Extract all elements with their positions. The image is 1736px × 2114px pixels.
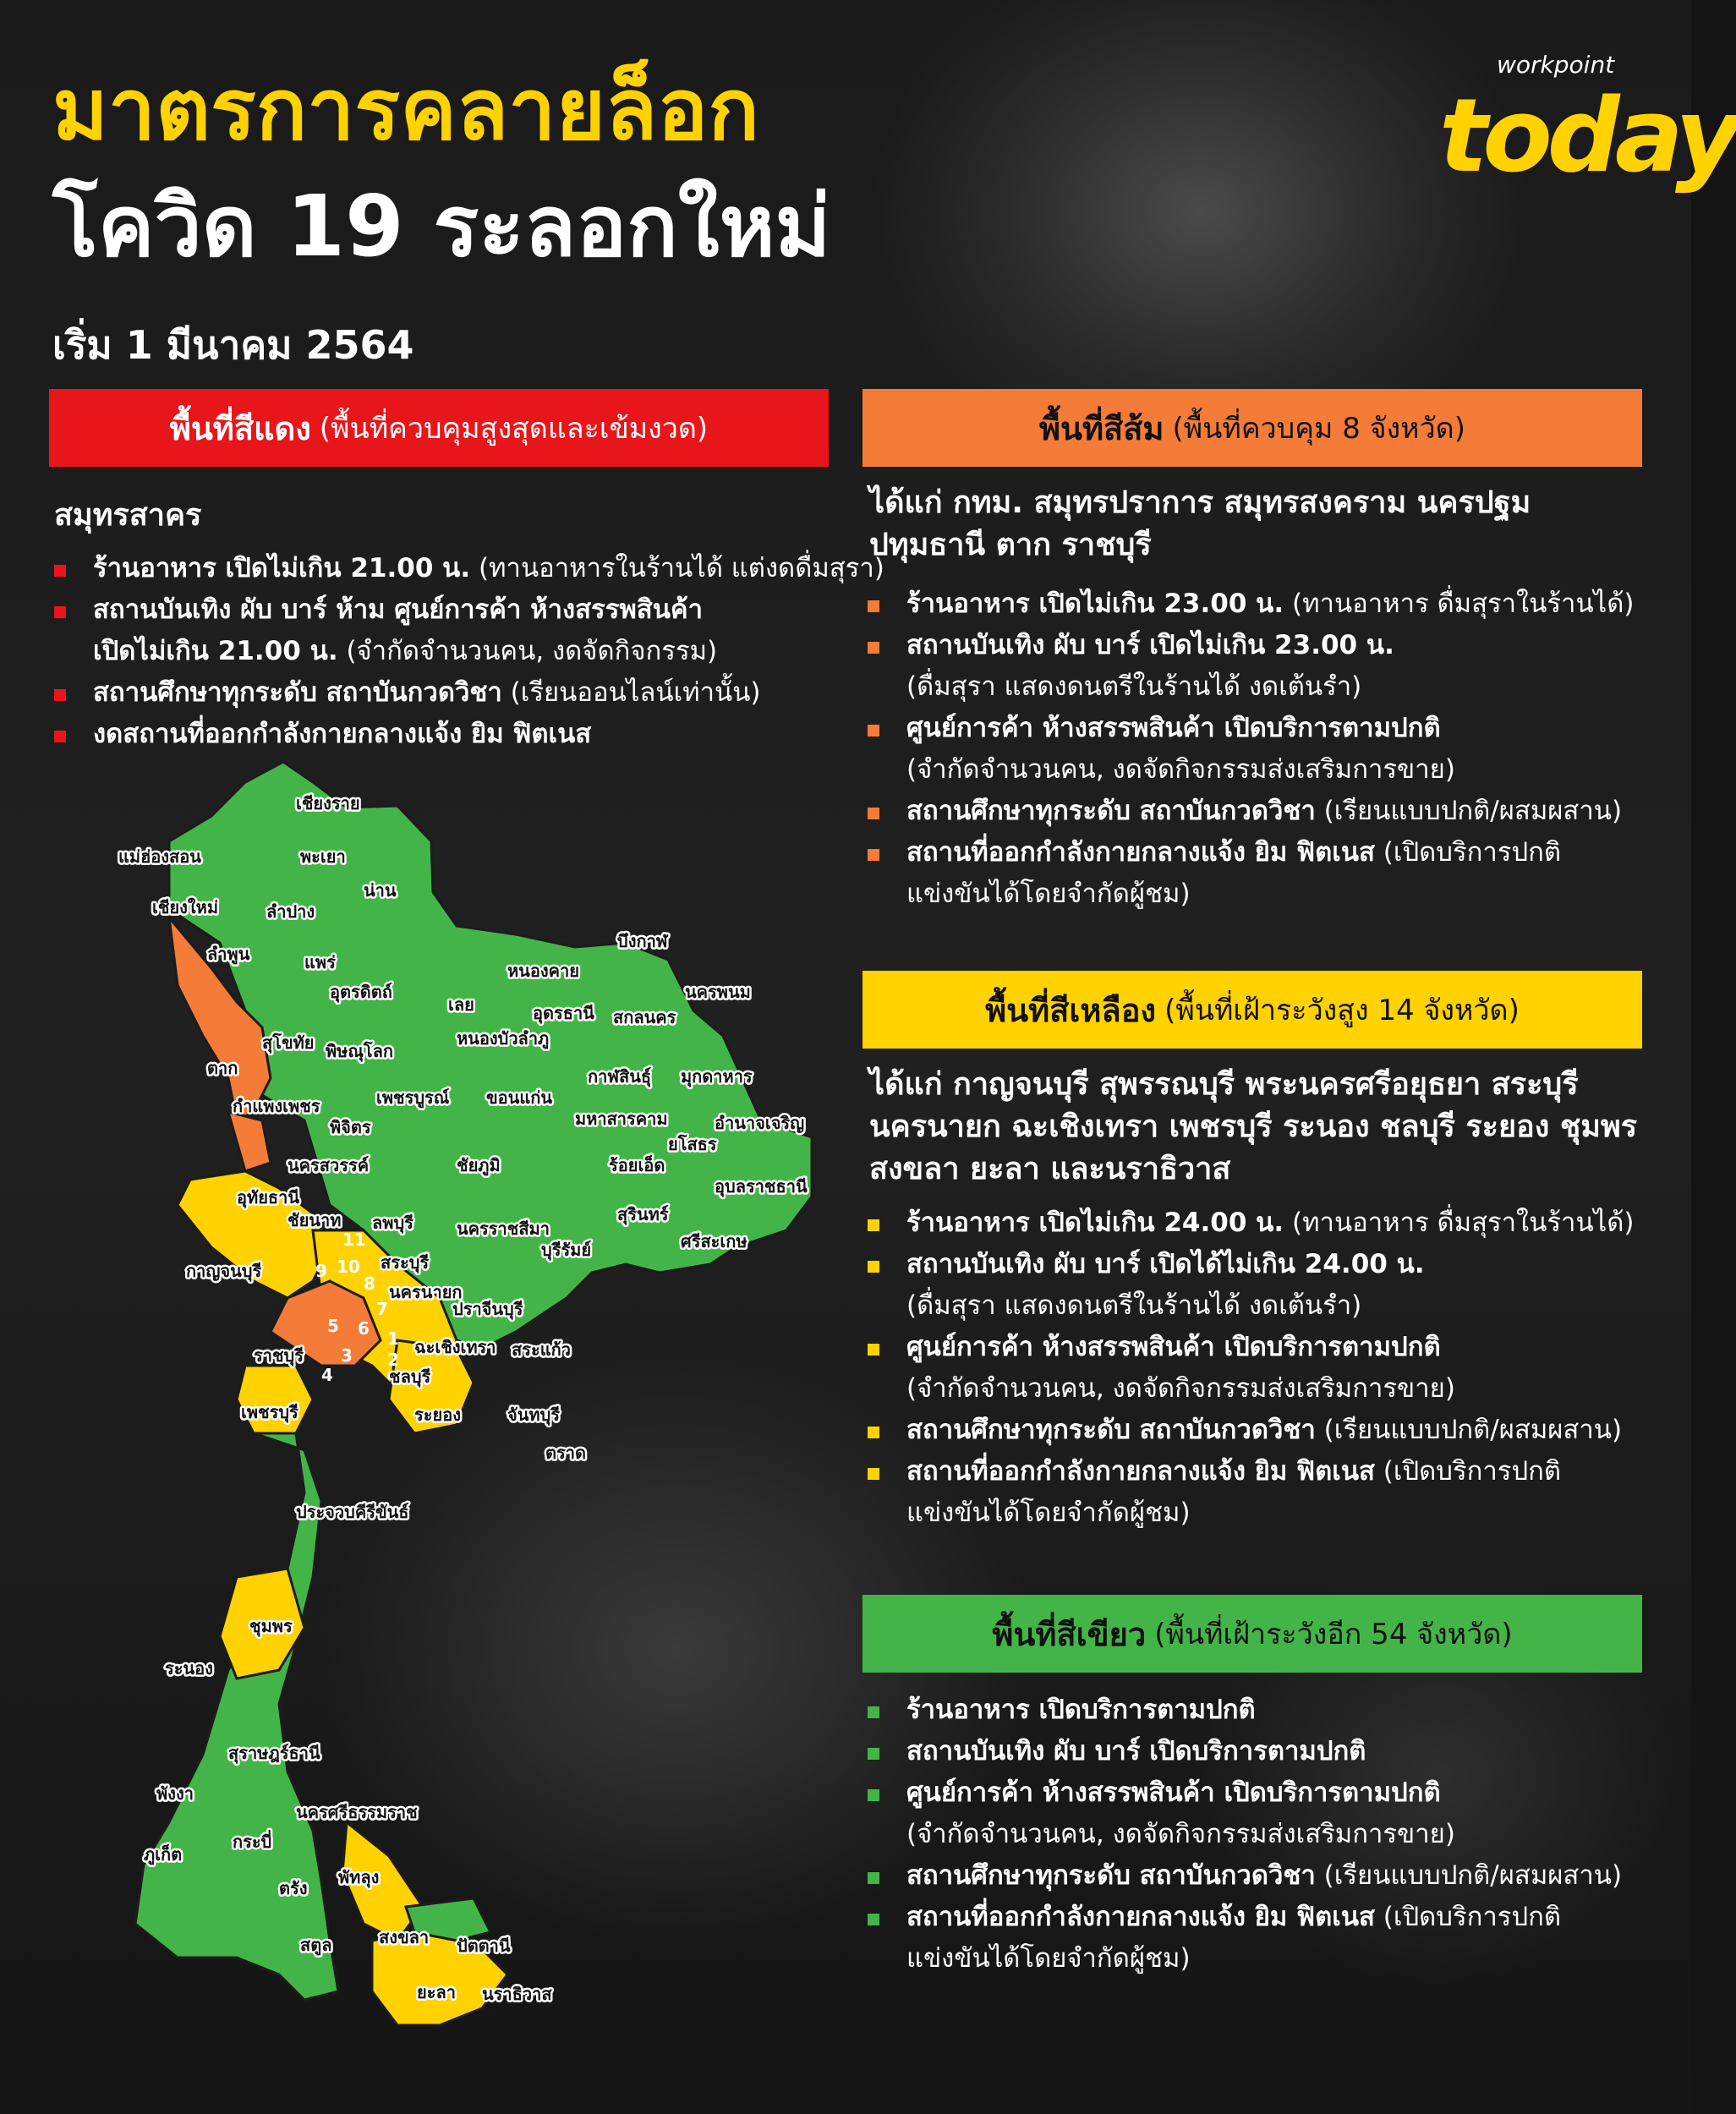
bullet-square-icon xyxy=(868,1427,879,1438)
bullet-square-icon xyxy=(868,1789,879,1801)
map-label: สตูล xyxy=(300,1935,332,1955)
map-label: จันทบุรี xyxy=(507,1405,561,1425)
map-label: กาฬสินธุ์ xyxy=(588,1066,652,1087)
map-label: ตราด xyxy=(545,1443,586,1463)
orange-zone-provinces xyxy=(869,482,1531,567)
map-label: ชัยภูมิ xyxy=(457,1155,501,1175)
map-label: สระแก้ว xyxy=(512,1339,571,1360)
orange-zone-rules xyxy=(864,583,1642,915)
green-zone-rules xyxy=(864,1690,1642,1980)
bullet-square-icon xyxy=(54,606,66,618)
map-label: สุราษฎร์ธานี xyxy=(228,1743,320,1763)
bullet-square-icon xyxy=(868,808,879,819)
bullet-square-icon xyxy=(868,1706,879,1718)
region-phetchaburi-yellow xyxy=(237,1366,313,1433)
map-number: 11 xyxy=(342,1230,366,1250)
map-label: อำนาจเจริญ xyxy=(715,1113,805,1133)
map-number: 2 xyxy=(387,1350,399,1370)
map-label: นครพนม xyxy=(685,982,751,1002)
map-label: เชียงราย xyxy=(296,793,360,813)
map-label: อุดรธานี xyxy=(533,1003,594,1023)
thailand-zone-map xyxy=(118,757,863,2042)
rule-item: สถานศึกษาทุกระดับ สถาบันกวดวิชา (เรียนแบบปกติ/ผสมผสาน) xyxy=(864,791,1642,832)
rule-item: ร้านอาหาร เปิดไม่เกิน 24.00 น. (ทานอาหาร ดื่มสุราในร้านได้) xyxy=(864,1202,1642,1244)
rule-item: สถานบันเทิง ผับ บาร์ ห้าม ศูนย์การค้า ห้างสรรพสินค้า xyxy=(51,589,829,631)
map-label: ตาก xyxy=(207,1058,238,1078)
bullet-square-icon xyxy=(868,725,879,737)
map-label: สระบุรี xyxy=(381,1252,430,1273)
rule-item: ร้านอาหาร เปิดไม่เกิน 21.00 น. (ทานอาหารในร้านได้ แต่งดดื่มสุรา) xyxy=(51,548,829,589)
logo-small-text: workpoint xyxy=(1497,51,1615,79)
map-label: บุรีรัมย์ xyxy=(541,1240,592,1260)
map-label: มุกดาหาร xyxy=(681,1066,753,1087)
map-label: อุทัยธานี xyxy=(237,1187,300,1208)
bullet-square-icon xyxy=(868,849,879,861)
map-label: แม่ฮ่องสอน xyxy=(118,846,201,867)
rule-item: ร้านอาหาร เปิดบริการตามปกติ xyxy=(864,1690,1642,1731)
red-zone-desc: (พื้นที่ควบคุมสูงสุดและเข้มงวด) xyxy=(319,412,709,446)
map-number: 10 xyxy=(337,1257,360,1277)
map-label: ฉะเชิงเทรา xyxy=(414,1337,496,1357)
bullet-square-icon xyxy=(868,1261,879,1273)
rule-item: สถานบันเทิง ผับ บาร์ เปิดได้ไม่เกิน 24.00 น. (ดื่มสุรา แสดงดนตรีในร้านได้ งดเต้นรำ) xyxy=(864,1244,1642,1327)
map-label: นครนายก xyxy=(389,1282,463,1302)
red-zone-provinces: สมุทรสาคร xyxy=(54,498,202,533)
map-label: เลย xyxy=(448,994,474,1015)
bullet-square-icon xyxy=(868,1344,879,1355)
rule-item: สถานบันเทิง ผับ บาร์ เปิดไม่เกิน 23.00 น. (ดื่มสุรา แสดงดนตรีในร้านได้ งดเต้นรำ) xyxy=(864,625,1642,708)
map-label: ชุมพร xyxy=(249,1616,293,1636)
map-label: มหาสารคาม xyxy=(575,1109,668,1129)
map-label: ยะลา xyxy=(417,1982,456,2002)
map-label: กาญจนบุรี xyxy=(186,1261,262,1281)
map-number: 9 xyxy=(315,1261,327,1281)
yellow-zone-header xyxy=(863,971,1642,1049)
provinces-line: สงขลา ยะลา และนราธิวาส xyxy=(869,1152,1231,1186)
yellow-zone-name: พื้นที่สีเหลือง xyxy=(985,991,1157,1029)
map-label: บึงกาฬ xyxy=(617,931,668,951)
map-label: กำแพงเพชร xyxy=(233,1096,320,1116)
bullet-square-icon xyxy=(54,731,66,742)
map-label: แพร่ xyxy=(304,952,336,972)
rule-item-continued: เปิดไม่เกิน 21.00 น. (จำกัดจำนวนคน, งดจัดกิจกรรม) xyxy=(93,636,718,666)
map-label: สกลนคร xyxy=(613,1007,676,1027)
green-zone-name: พื้นที่สีเขียว xyxy=(992,1615,1147,1653)
yellow-zone-provinces xyxy=(869,1064,1637,1191)
yellow-zone-rules xyxy=(864,1202,1642,1534)
map-label: ปราจีนบุรี xyxy=(452,1299,523,1319)
map-label: เชียงใหม่ xyxy=(152,897,219,917)
map-label: น่าน xyxy=(364,880,397,901)
green-zone-desc: (พื้นที่เฝ้าระวังอีก 54 จังหวัด) xyxy=(1154,1618,1513,1651)
map-label: พิจิตร xyxy=(330,1117,371,1137)
map-number: 8 xyxy=(364,1273,375,1294)
map-label: ร้อยเอ็ด xyxy=(609,1155,665,1175)
map-label: ลพบุรี xyxy=(372,1213,413,1233)
map-label: หนองบัวลำภู xyxy=(457,1028,550,1049)
map-number: 1 xyxy=(387,1328,399,1349)
rule-item: ศูนย์การค้า ห้างสรรพสินค้า เปิดบริการตามปกติ (จำกัดจำนวนคน, งดจัดกิจกรรมส่งเสริมการขาย) xyxy=(864,1772,1642,1855)
bullet-square-icon xyxy=(868,1219,879,1231)
map-label: ขอนแก่น xyxy=(486,1087,553,1108)
map-label: หนองคาย xyxy=(507,961,579,981)
map-label: ระนอง xyxy=(165,1658,213,1679)
bullet-square-icon xyxy=(868,1914,879,1925)
map-number: 3 xyxy=(341,1345,353,1366)
map-label: ประจวบคีรีขันธ์ xyxy=(296,1502,409,1522)
map-label: กระบี่ xyxy=(233,1832,272,1852)
rule-item: สถานศึกษาทุกระดับ สถาบันกวดวิชา (เรียนแบบปกติ/ผสมผสาน) xyxy=(864,1855,1642,1897)
logo-big-text: today xyxy=(1439,78,1736,195)
map-label: อุบลราชธานี xyxy=(715,1176,808,1197)
green-zone-header xyxy=(863,1595,1642,1673)
rule-item: ร้านอาหาร เปิดไม่เกิน 23.00 น. (ทานอาหาร ดื่มสุราในร้านได้) xyxy=(864,583,1642,625)
orange-zone-name: พื้นที่สีส้ม xyxy=(1038,409,1164,447)
provinces-line: ปทุมธานี ตาก ราชบุรี xyxy=(869,528,1152,562)
map-number: 6 xyxy=(358,1318,370,1339)
rule-item: สถานศึกษาทุกระดับ สถาบันกวดวิชา (เรียนออนไลน์เท่านั้น) xyxy=(51,672,829,714)
map-label: ชัยนาท xyxy=(288,1210,342,1230)
bullet-square-icon xyxy=(54,689,66,701)
map-label: ปัตตานี xyxy=(457,1936,511,1956)
map-label: อุตรดิตถ์ xyxy=(330,982,392,1002)
provinces-line: นครนายก ฉะเชิงเทรา เพชรบุรี ระนอง ชลบุรี ระยอง ชุมพร xyxy=(869,1109,1638,1144)
map-number: 5 xyxy=(327,1316,339,1336)
map-number: 7 xyxy=(376,1299,388,1319)
rule-item: สถานที่ออกกำลังกายกลางแจ้ง ยิม ฟิตเนส (เปิดบริการปกติ แข่งขันได้โดยจำกัดผู้ชม) xyxy=(864,1451,1642,1534)
map-label: นครราชสีมา xyxy=(457,1219,550,1239)
yellow-zone-desc: (พื้นที่เฝ้าระวังสูง 14 จังหวัด) xyxy=(1164,994,1520,1027)
bullet-square-icon xyxy=(868,642,879,654)
orange-zone-desc: (พื้นที่ควบคุม 8 จังหวัด) xyxy=(1172,412,1466,446)
bullet-square-icon xyxy=(868,1872,879,1884)
orange-zone-header xyxy=(863,389,1642,467)
map-label: นครศรีธรรมราช xyxy=(296,1802,418,1822)
map-label: นราธิวาส xyxy=(482,1984,552,2004)
map-label: ระยอง xyxy=(414,1405,461,1425)
rule-item: ศูนย์การค้า ห้างสรรพสินค้า เปิดบริการตามปกติ (จำกัดจำนวนคน, งดจัดกิจกรรมส่งเสริมการขาย) xyxy=(864,1327,1642,1410)
map-label: ลำปาง xyxy=(266,901,315,922)
map-label: นครสวรรค์ xyxy=(288,1155,370,1175)
map-label: สุโขทัย xyxy=(262,1032,315,1053)
map-label: เพชรบุรี xyxy=(241,1402,298,1422)
map-label: พังงา xyxy=(156,1783,194,1804)
red-zone-header xyxy=(49,389,829,467)
map-label: เพชรบูรณ์ xyxy=(376,1087,450,1108)
rule-item: สถานศึกษาทุกระดับ สถาบันกวดวิชา (เรียนแบบปกติ/ผสมผสาน) xyxy=(864,1410,1642,1451)
map-label: พะเยา xyxy=(300,846,346,867)
bullet-square-icon xyxy=(868,600,879,612)
rule-item: งดสถานที่ออกกำลังกายกลางแจ้ง ยิม ฟิตเนส xyxy=(51,714,829,755)
map-number: 4 xyxy=(321,1365,333,1385)
region-west-orange xyxy=(228,1112,271,1171)
bullet-square-icon xyxy=(54,565,66,577)
map-label: พัทลุง xyxy=(338,1867,380,1887)
red-zone-rules xyxy=(51,548,884,755)
map-label: สุรินทร์ xyxy=(617,1204,669,1224)
start-date: เริ่ม 1 มีนาคม 2564 xyxy=(52,322,414,368)
map-label: ชลบุรี xyxy=(389,1366,431,1387)
title-line-2: โควิด 19 ระลอกใหม่ xyxy=(52,177,831,276)
map-label: ศรีสะเกษ xyxy=(681,1231,748,1251)
map-label: ราชบุรี xyxy=(254,1345,304,1366)
map-label: ตรัง xyxy=(279,1878,308,1898)
map-label: สงขลา xyxy=(379,1927,430,1947)
provinces-line: ได้แก่ กาญจนบุรี สุพรรณบุรี พระนครศรีอยุธยา สระบุรี xyxy=(869,1067,1579,1102)
rule-item: สถานที่ออกกำลังกายกลางแจ้ง ยิม ฟิตเนส (เปิดบริการปกติ แข่งขันได้โดยจำกัดผู้ชม) xyxy=(864,832,1642,915)
rule-item: สถานที่ออกกำลังกายกลางแจ้ง ยิม ฟิตเนส (เปิดบริการปกติ แข่งขันได้โดยจำกัดผู้ชม) xyxy=(864,1897,1642,1980)
workpoint-today-logo xyxy=(1429,34,1736,220)
provinces-line: ได้แก่ กทม. สมุทรปราการ สมุทรสงคราม นครปฐม xyxy=(869,485,1531,520)
map-label: ภูเก็ต xyxy=(144,1844,183,1865)
map-label: พิษณุโลก xyxy=(326,1041,394,1061)
red-zone-name: พื้นที่สีแดง xyxy=(169,409,311,447)
rule-item: สถานบันเทิง ผับ บาร์ เปิดบริการตามปกติ xyxy=(864,1731,1642,1772)
bullet-square-icon xyxy=(868,1468,879,1480)
rule-item: ศูนย์การค้า ห้างสรรพสินค้า เปิดบริการตามปกติ (จำกัดจำนวนคน, งดจัดกิจกรรมส่งเสริมการขาย) xyxy=(864,708,1642,791)
title-line-1: มาตรการคลายล็อก xyxy=(52,60,759,159)
bullet-square-icon xyxy=(868,1748,879,1760)
map-label: ลำพูน xyxy=(207,944,250,964)
map-label: ยโสธร xyxy=(668,1134,717,1154)
